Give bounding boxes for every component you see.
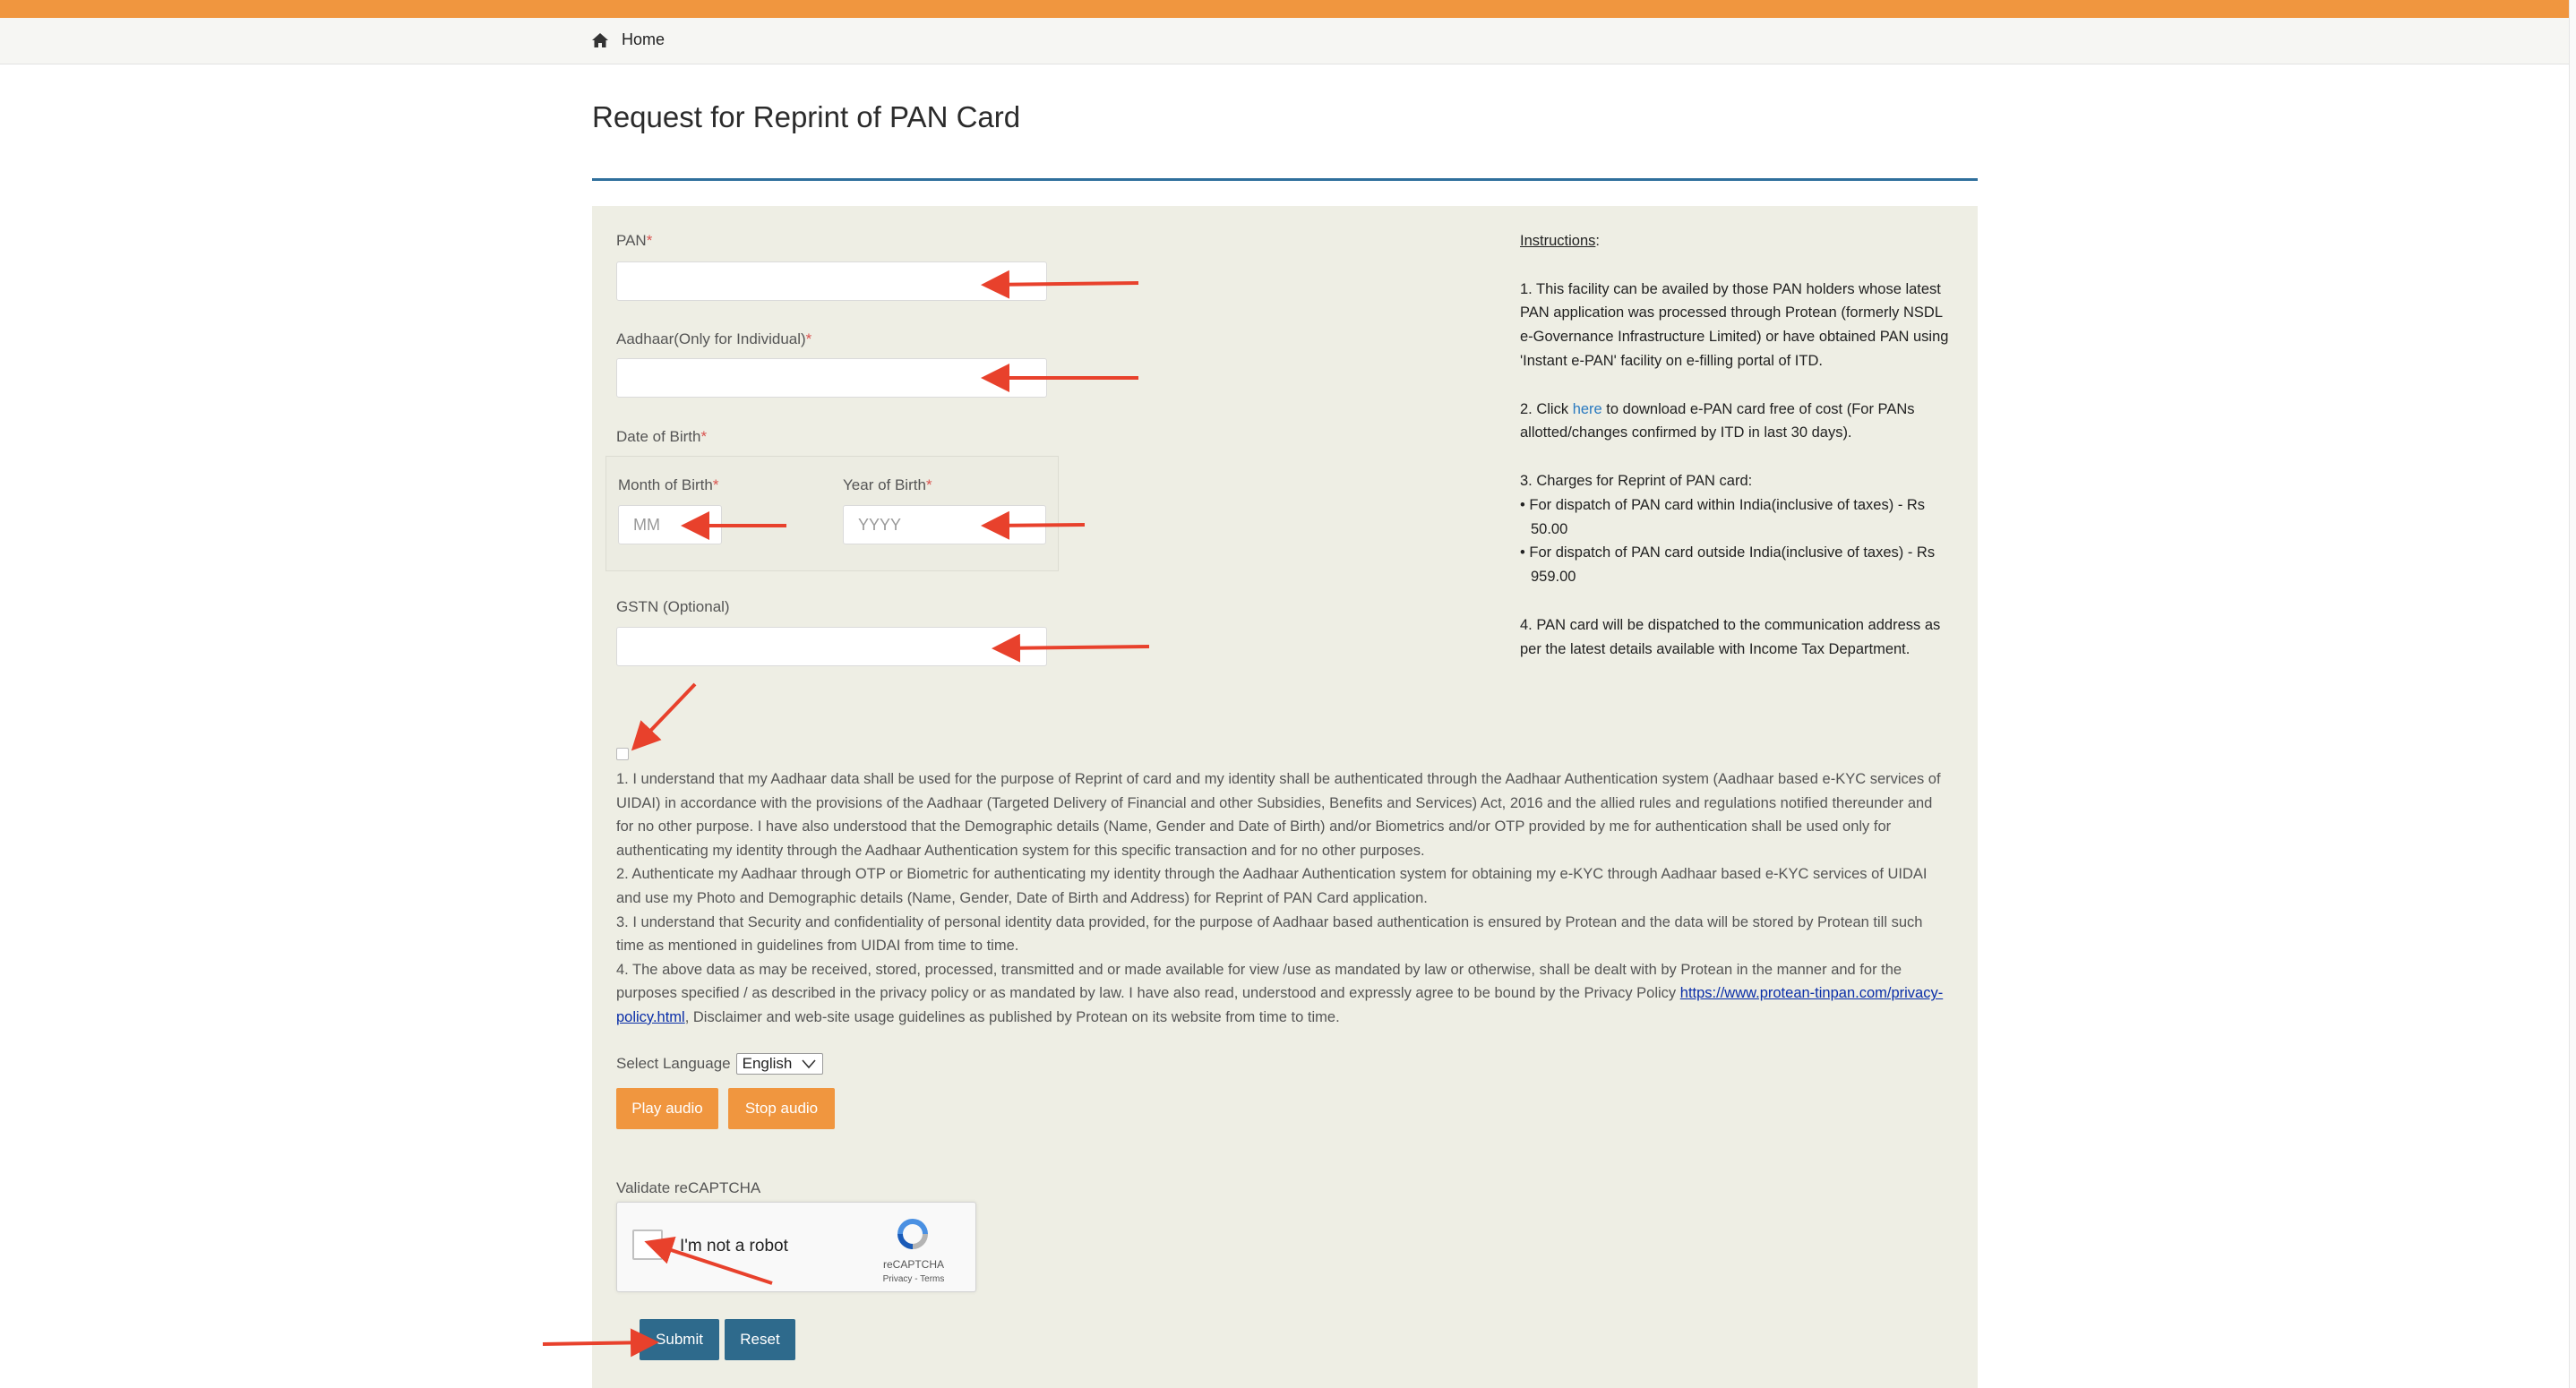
- breadcrumb-bar: [0, 18, 2576, 64]
- recaptcha-logo-icon: [886, 1213, 940, 1259]
- consent-checkbox[interactable]: [616, 748, 629, 760]
- language-label: Select Language: [616, 1055, 731, 1072]
- top-accent-bar: [0, 0, 2576, 18]
- epan-download-link[interactable]: here: [1572, 400, 1602, 417]
- submit-button[interactable]: Submit: [640, 1319, 719, 1360]
- page-scrollbar[interactable]: [2569, 0, 2576, 1388]
- month-of-birth-input[interactable]: [618, 505, 722, 544]
- year-of-birth-input[interactable]: [843, 505, 1046, 544]
- consent-paragraph-3: 3. I understand that Security and confidentiality of personal identity data provided, for the purpose of Aadhaar based authentication is ensured by Protean and the data will be stored by Protean till such time as mentioned in guidelines from UIDAI from time to time.: [616, 913, 1923, 955]
- pan-label: PAN*: [616, 232, 653, 249]
- gstn-label: GSTN (Optional): [616, 598, 730, 615]
- language-row: [616, 1053, 823, 1075]
- dob-label: Date of Birth*: [616, 428, 708, 445]
- aadhaar-label: Aadhaar(Only for Individual)*: [616, 330, 812, 347]
- consent-text: [616, 767, 1951, 1030]
- instruction-item-2: 2. Click here to download e-PAN card free of cost (For PANs allotted/changes confirmed by ITD in last 30 days).: [1520, 400, 1915, 441]
- instruction-item-4: 4. PAN card will be dispatched to the communication address as per the latest details available with Income Tax Department.: [1520, 616, 1941, 657]
- instruction-item-3-bullet-1: • For dispatch of PAN card within India(inclusive of taxes) - Rs 50.00: [1520, 496, 1926, 537]
- instruction-item-3-bullet-2: • For dispatch of PAN card outside India(inclusive of taxes) - Rs 959.00: [1520, 544, 1936, 586]
- stop-audio-button[interactable]: Stop audio: [728, 1088, 835, 1129]
- gstn-input[interactable]: [616, 627, 1047, 666]
- recaptcha-checkbox[interactable]: [632, 1229, 663, 1260]
- recaptcha-widget: [616, 1202, 976, 1292]
- play-audio-button[interactable]: Play audio: [616, 1088, 718, 1129]
- home-icon: [591, 31, 609, 49]
- year-of-birth-label: Year of Birth*: [843, 476, 932, 493]
- privacy-policy-link[interactable]: https://www.protean-tinpan.com/privacy-policy.html: [616, 985, 1944, 1025]
- reset-button[interactable]: Reset: [725, 1319, 795, 1360]
- month-of-birth-label: Month of Birth*: [618, 476, 719, 493]
- page-title: Request for Reprint of PAN Card: [592, 100, 1021, 133]
- consent-paragraph-2: 2. Authenticate my Aadhaar through OTP or Biometric for authenticating my identity through the Aadhaar Authentication system for obtaining my e-KYC through Aadhaar based e-KYC services of UIDAI and use my Photo and Demographic details (Name, Gender, Date of Birth and Address) for Reprint of PAN Card application.: [616, 866, 1928, 906]
- recaptcha-brand: reCAPTCHA: [882, 1258, 944, 1271]
- instruction-item-1: 1. This facility can be availed by those PAN holders whose latest PAN application was processed through Protean (formerly NSDL e-Governance Infrastructure Limited) or have obtained PAN using 'Instant e-PAN' facility on e-filling portal of ITD.: [1520, 280, 1949, 369]
- instructions-heading: Instructions:: [1520, 233, 1600, 249]
- consent-paragraph-1: 1. I understand that my Aadhaar data shall be used for the purpose of Reprint of card and my identity shall be authenticated through the Aadhaar Authentication system (Aadhaar based e-KYC services of UIDAI) in accordance with the provisions of the Aadhaar (Targeted Delivery of Financial and other Subsidies, Benefits and Services) Act, 2016 and the allied rules and regulations notified thereunder and for no other purpose. I have also understood that the Demographic details (Name, Gender and Date of Birth) and/or Biometrics and/or OTP provided by me for authentication shall be used only for authenticating my identity through the Aadhaar Authentication system for this specific transaction and for no other purposes.: [616, 771, 1941, 859]
- instructions-panel: [1520, 229, 1950, 685]
- recaptcha-label: Validate reCAPTCHA: [616, 1179, 761, 1196]
- breadcrumb[interactable]: [591, 30, 665, 49]
- recaptcha-checkbox-label: I'm not a robot: [680, 1237, 788, 1255]
- language-select[interactable]: [736, 1053, 824, 1075]
- language-selected-value: English: [742, 1055, 793, 1072]
- title-divider: [592, 178, 1978, 181]
- consent-paragraph-4: 4. The above data as may be received, stored, processed, transmitted and or made available for view /use as mandated by law or otherwise, shall be dealt with by Protean in the manner and for the purposes specified / as described in the privacy policy or as mandated by law. I have also read, understood and expressly agree to be bound by the Privacy Policy https://www.protean-tinpan.com/privacy-policy.html, Disclaimer and web-site usage guidelines as published by Protean on its website from time to time.: [616, 961, 1944, 1025]
- instruction-item-3-title: 3. Charges for Reprint of PAN card:: [1520, 472, 1753, 489]
- form-panel: [592, 206, 1978, 1388]
- recaptcha-terms-link[interactable]: Privacy - Terms: [882, 1274, 945, 1284]
- aadhaar-input[interactable]: [616, 358, 1047, 398]
- breadcrumb-home-link[interactable]: Home: [622, 30, 665, 48]
- pan-input[interactable]: [616, 261, 1047, 301]
- chevron-down-icon: [801, 1058, 817, 1069]
